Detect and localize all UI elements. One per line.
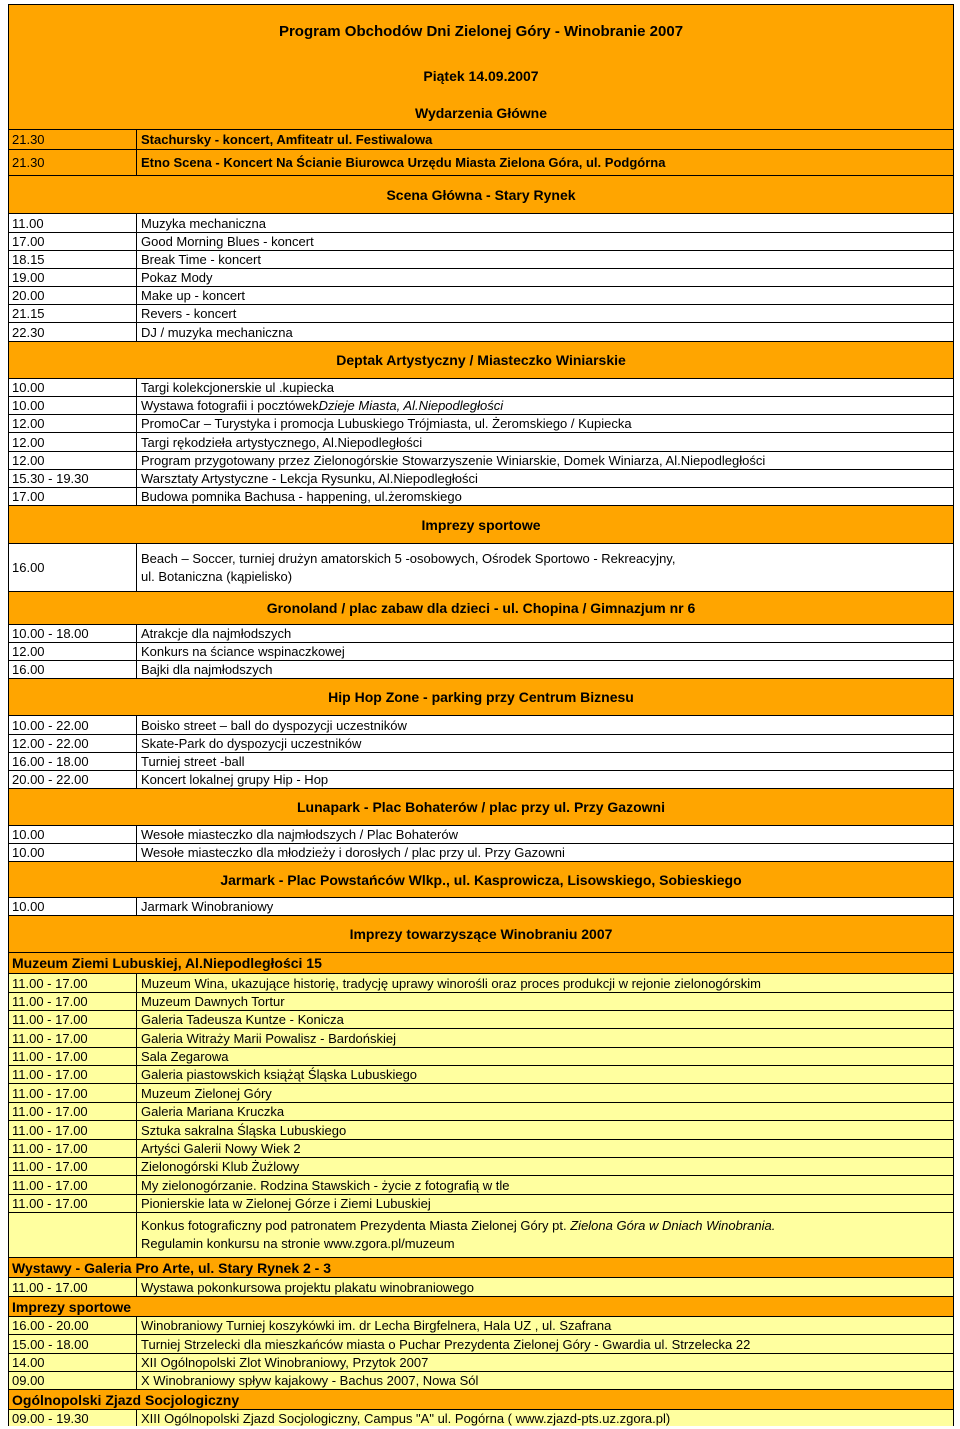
section-heading-sport: Imprezy sportowe [9, 506, 953, 544]
table-row: 10.00 Targi kolekcjonerskie ul .kupiecka [9, 379, 953, 397]
table-row: 11.00 - 17.00 Muzeum Dawnych Tortur [9, 993, 953, 1011]
table-row: 11.00 - 17.00 Galeria Witraży Marii Powalisz - Bardońskiej [9, 1029, 953, 1048]
table-row: 21.30 Etno Scena - Koncert Na Ścianie Biurowca Urzędu Miasta Zielona Góra, ul. Podgórna [9, 150, 953, 176]
table-row: 16.00 - 18.00 Turniej street -ball [9, 753, 953, 771]
table-row: 18.15 Break Time - koncert [9, 251, 953, 269]
table-row: 11.00 - 17.00 Galeria Mariana Kruczka [9, 1103, 953, 1121]
table-row: 11.00 - 17.00 Sala Zegarowa [9, 1048, 953, 1066]
table-row: Konkus fotograficzny pod patronatem Prezydenta Miasta Zielonej Góry pt. Zielona Góra w Dniach Winobrania. Regulamin konkursu na stronie www.zgora.pl/muzeum [9, 1213, 953, 1258]
section-heading-scena: Scena Główna - Stary Rynek [9, 176, 953, 214]
table-row: 22.30 DJ / muzyka mechaniczna [9, 323, 953, 342]
section-heading-towarzyszace: Imprezy towarzyszące Winobraniu 2007 [9, 916, 953, 953]
table-row: 11.00 - 17.00 Zielonogórski Klub Żużlowy [9, 1158, 953, 1176]
title-block [9, 5, 953, 130]
table-row: 10.00 Wesołe miasteczko dla młodzieży i dorosłych / plac przy ul. Przy Gazowni [9, 844, 953, 862]
section-heading-zjazd: Ogólnopolski Zjazd Socjologiczny [9, 1390, 953, 1410]
section-heading-main: Wydarzenia Główne [415, 105, 547, 121]
section-heading-deptak: Deptak Artystyczny / Miasteczko Winiarskie [9, 342, 953, 379]
section-heading-muzeum: Muzeum Ziemi Lubuskiej, Al.Niepodległości 15 [9, 953, 953, 974]
table-row: 11.00 - 17.00 Galeria Tadeusza Kuntze - Konicza [9, 1011, 953, 1029]
table-row: 17.00 Good Morning Blues - koncert [9, 233, 953, 251]
table-row: 11.00 - 17.00 My zielonogórzanie. Rodzina Stawskich - życie z fotografią w tle [9, 1176, 953, 1195]
table-row: 16.00 Beach – Soccer, turniej drużyn amatorskich 5 -osobowych, Ośrodek Sportowo - Rekreacyjny, ul. Botaniczna (kąpielisko) [9, 544, 953, 592]
table-row: 10.00 Jarmark Winobraniowy [9, 898, 953, 916]
section-heading-gronoland: Gronoland / plac zabaw dla dzieci - ul. Chopina / Gimnazjum nr 6 [9, 592, 953, 625]
table-row: 12.00 Program przygotowany przez Zielonogórskie Stowarzyszenie Winiarskie, Domek Winiarza, Al.Niepodległości [9, 452, 953, 470]
table-row: 12.00 PromoCar – Turystyka i promocja Lubuskiego Trójmiasta, ul. Żeromskiego / Kupiecka [9, 415, 953, 433]
table-row: 19.00 Pokaz Mody [9, 269, 953, 287]
table-row: 10.00 Wesołe miasteczko dla najmłodszych / Plac Bohaterów [9, 826, 953, 844]
table-row: 11.00 - 17.00 Galeria piastowskich książąt Śląska Lubuskiego [9, 1066, 953, 1084]
table-row: 10.00 Wystawa fotografii i pocztówek Dzieje Miasta, Al.Niepodległości [9, 397, 953, 415]
table-row: 16.00 Bajki dla najmłodszych [9, 661, 953, 679]
table-row: 11.00 - 17.00 Sztuka sakralna Śląska Lubuskiego [9, 1121, 953, 1140]
table-row: 11.00 - 17.00 Wystawa pokonkursowa projektu plakatu winobraniowego [9, 1278, 953, 1297]
section-heading-jarmark: Jarmark - Plac Powstańców Wlkp., ul. Kasprowicza, Lisowskiego, Sobieskiego [9, 862, 953, 898]
table-row: 16.00 - 20.00 Winobraniowy Turniej koszykówki im. dr Lecha Birgfelnera, Hala UZ , ul. Szafrana [9, 1317, 953, 1335]
table-row: 21.30 Stachursky - koncert, Amfiteatr ul. Festiwalowa [9, 130, 953, 150]
table-row: 10.00 - 22.00 Boisko street – ball do dyspozycji uczestników [9, 716, 953, 735]
table-row: 21.15 Revers - koncert [9, 305, 953, 323]
table-row: 09.00 X Winobraniowy spływ kajakowy - Bachus 2007, Nowa Sól [9, 1372, 953, 1390]
table-row: 15.00 - 18.00 Turniej Strzelecki dla mieszkańców miasta o Puchar Prezydenta Zielonej Góry - Gwardia ul. Strzelecka 22 [9, 1335, 953, 1354]
table-row: 10.00 - 18.00 Atrakcje dla najmłodszych [9, 625, 953, 643]
table-row: 11.00 - 17.00 Pionierskie lata w Zielonej Górze i Ziemi Lubuskiej [9, 1195, 953, 1213]
table-row: 12.00 - 22.00 Skate-Park do dyspozycji uczestników [9, 735, 953, 753]
schedule-sheet [8, 4, 954, 1426]
table-row: 12.00 Targi rękodzieła artystycznego, Al.Niepodległości [9, 433, 953, 452]
page-title: Program Obchodów Dni Zielonej Góry - Winobranie 2007 [278, 23, 684, 40]
table-row: 20.00 - 22.00 Koncert lokalnej grupy Hip - Hop [9, 771, 953, 789]
table-row: 14.00 XII Ogólnopolski Zlot Winobraniowy, Przytok 2007 [9, 1354, 953, 1372]
table-row: 17.00 Budowa pomnika Bachusa - happening, ul.żeromskiego [9, 488, 953, 506]
table-row: 09.00 - 19.30 XIII Ogólnopolski Zjazd Socjologiczny, Campus "A" ul. Pogórna ( www.zjazd-pts.uz.zgora.pl) [9, 1410, 953, 1426]
date-heading: Piątek 14.09.2007 [423, 68, 539, 84]
section-heading-wystawy: Wystawy - Galeria Pro Arte, ul. Stary Rynek 2 - 3 [9, 1258, 953, 1278]
table-row: 12.00 Konkurs na ściance wspinaczkowej [9, 643, 953, 661]
section-heading-hiphop: Hip Hop Zone - parking przy Centrum Biznesu [9, 679, 953, 716]
section-heading-sport2: Imprezy sportowe [9, 1297, 953, 1317]
table-row: 11.00 - 17.00 Muzeum Zielonej Góry [9, 1084, 953, 1103]
table-row: 11.00 Muzyka mechaniczna [9, 214, 953, 233]
section-heading-lunapark: Lunapark - Plac Bohaterów / plac przy ul. Przy Gazowni [9, 789, 953, 826]
table-row: 20.00 Make up - koncert [9, 287, 953, 305]
table-row: 11.00 - 17.00 Artyści Galerii Nowy Wiek 2 [9, 1140, 953, 1158]
table-row: 15.30 - 19.30 Warsztaty Artystyczne - Lekcja Rysunku, Al.Niepodległości [9, 470, 953, 488]
table-row: 11.00 - 17.00 Muzeum Wina, ukazujące historię, tradycję uprawy winorośli oraz proces produkcji w rejonie zielonogórskim [9, 974, 953, 993]
